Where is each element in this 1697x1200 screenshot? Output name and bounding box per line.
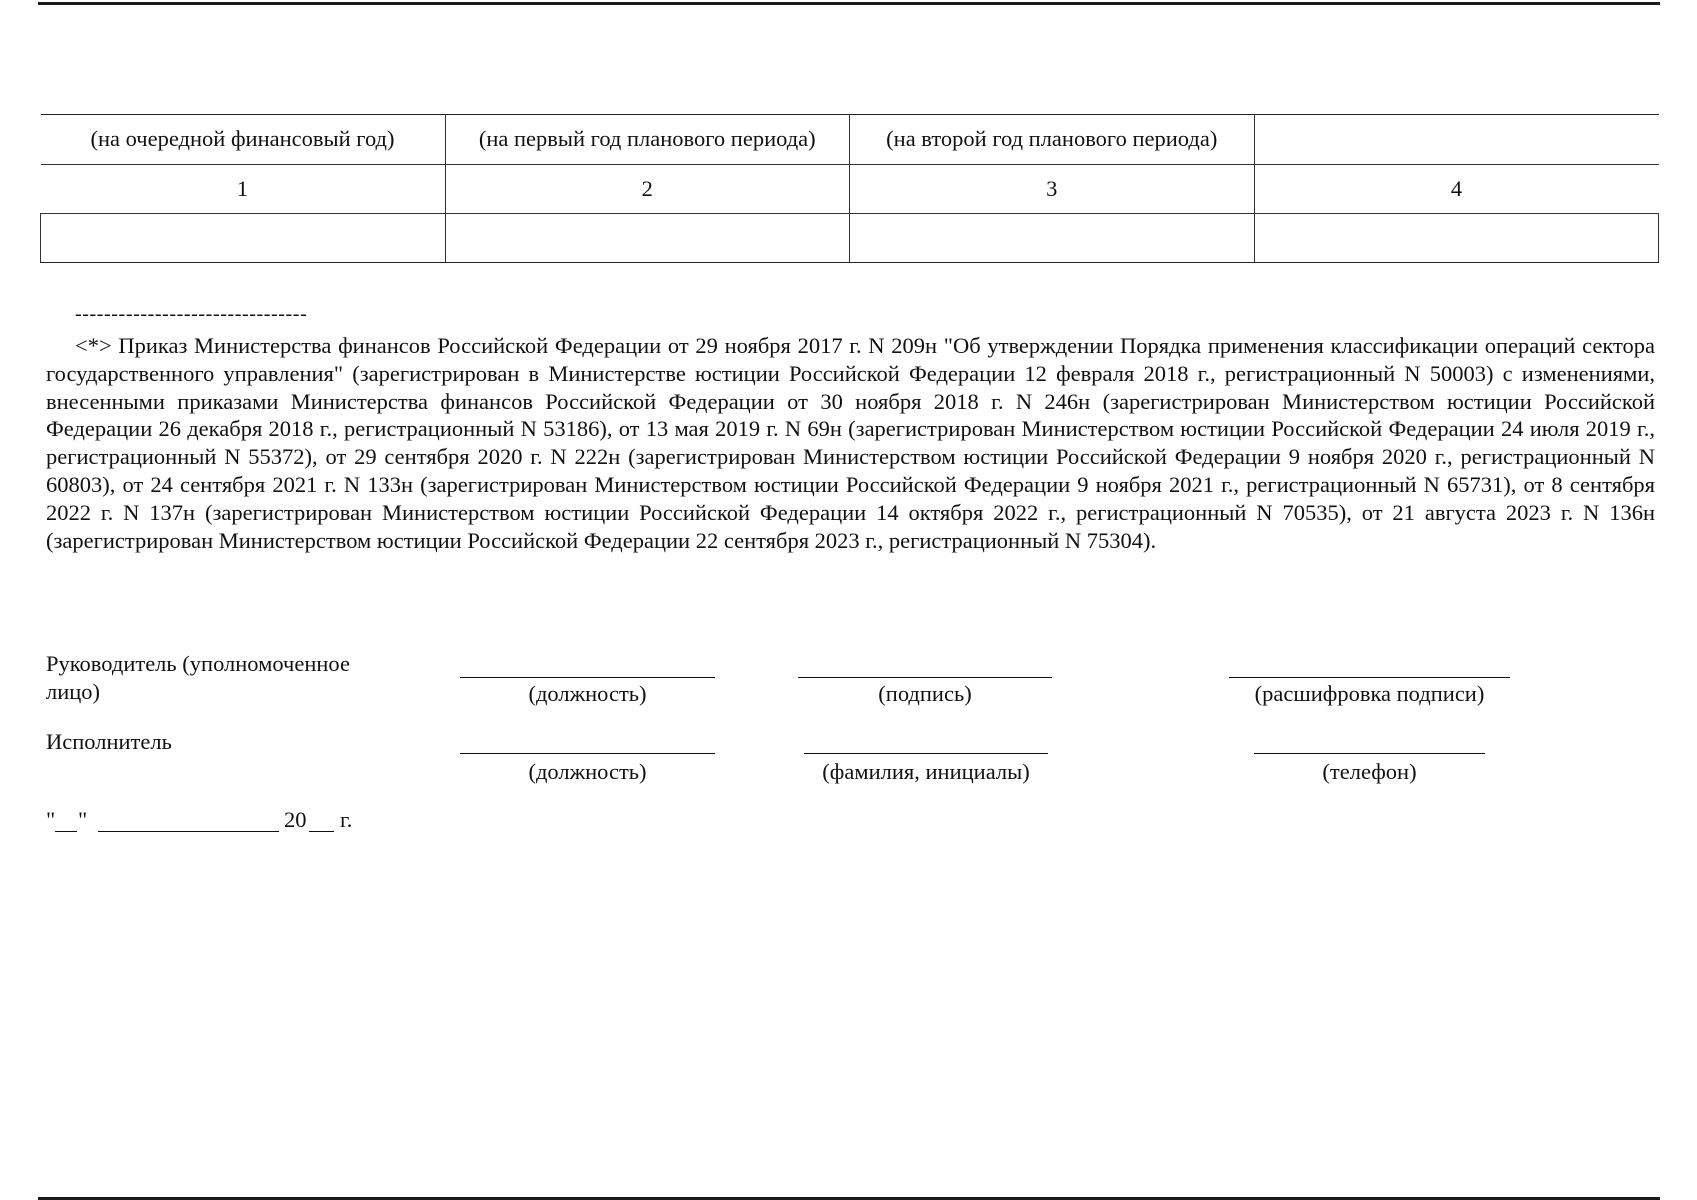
executor-name-line[interactable] [804, 753, 1048, 754]
footnote-separator: -------------------------------- [75, 303, 308, 325]
head-position-caption: (должность) [528, 681, 647, 706]
executor-position-line[interactable] [460, 753, 715, 754]
header-cell-second-plan-year: (на второй год планового периода) [850, 115, 1255, 165]
head-label: Руководитель (уполномоченное лицо) [46, 651, 350, 704]
date-year-suffix: г. [340, 807, 353, 832]
head-signature-caption: (подпись) [878, 681, 972, 706]
column-number-4: 4 [1254, 165, 1659, 214]
data-cell-3[interactable] [850, 214, 1255, 263]
date-year-blank[interactable] [309, 831, 334, 832]
header-cell-blank [1254, 115, 1659, 165]
footnote-text: <*> Приказ Министерства финансов Российской Федерации от 29 ноября 2017 г. N 209н "Об утверждении Порядка применения классификации операций сектора государственного управления" (зарегистрирован в Министерстве юстиции Российской Федерации 12 февраля 2018 г., регистрационный N 50003) с изменениями, внесенными приказами Министерства финансов Российской Федерации от 30 ноября 2018 г. N 246н (зарегистрирован Министерством юстиции Российской Федерации 26 декабря 2018 г., регистрационный N 53186), от 13 мая 2019 г. N 69н (зарегистрирован Министерством юстиции Российской Федерации 24 июля 2019 г., регистрационный N 55372), от 29 сентября 2020 г. N 222н (зарегистрирован Министерством юстиции Российской Федерации 9 ноября 2020 г., регистрационный N 60803), от 24 сентября 2021 г. N 133н (зарегистрирован Министерством юстиции Российской Федерации 9 ноября 2021 г., регистрационный N 65731), от 8 сентября 2022 г. N 137н (зарегистрирован Министерством юстиции Российской Федерации 14 октября 2022 г., регистрационный N 70535), от 21 августа 2023 г. N 136н (зарегистрирован Министерством юстиции Российской Федерации 22 сентября 2023 г., регистрационный N 75304). [46, 333, 1655, 553]
head-signature-line[interactable] [798, 677, 1052, 678]
data-cell-2[interactable] [445, 214, 850, 263]
date-quote-open: " [46, 807, 56, 832]
date-day-blank[interactable] [55, 831, 77, 832]
date-quote-close: " [78, 807, 88, 832]
header-cell-current-year: (на очередной финансовый год) [41, 115, 446, 165]
budget-table [40, 114, 1659, 263]
header-cell-first-plan-year: (на первый год планового периода) [445, 115, 850, 165]
executor-position-caption: (должность) [528, 759, 647, 784]
data-cell-1[interactable] [41, 214, 446, 263]
executor-name-caption: (фамилия, инициалы) [822, 759, 1030, 784]
table-header-row [41, 115, 1659, 165]
top-border [38, 2, 1660, 5]
executor-phone-line[interactable] [1254, 753, 1485, 754]
executor-phone-caption: (телефон) [1322, 759, 1417, 784]
table-data-row [41, 214, 1659, 263]
executor-label: Исполнитель [46, 729, 172, 754]
date-year-prefix: 20 [284, 807, 307, 832]
head-decoding-caption: (расшифровка подписи) [1254, 681, 1485, 706]
data-cell-4[interactable] [1254, 214, 1659, 263]
column-number-3: 3 [850, 165, 1255, 214]
column-number-1: 1 [41, 165, 446, 214]
column-number-2: 2 [445, 165, 850, 214]
date-month-blank[interactable] [98, 831, 279, 832]
head-decoding-line[interactable] [1229, 677, 1510, 678]
table-number-row [41, 165, 1659, 214]
head-position-line[interactable] [460, 677, 715, 678]
